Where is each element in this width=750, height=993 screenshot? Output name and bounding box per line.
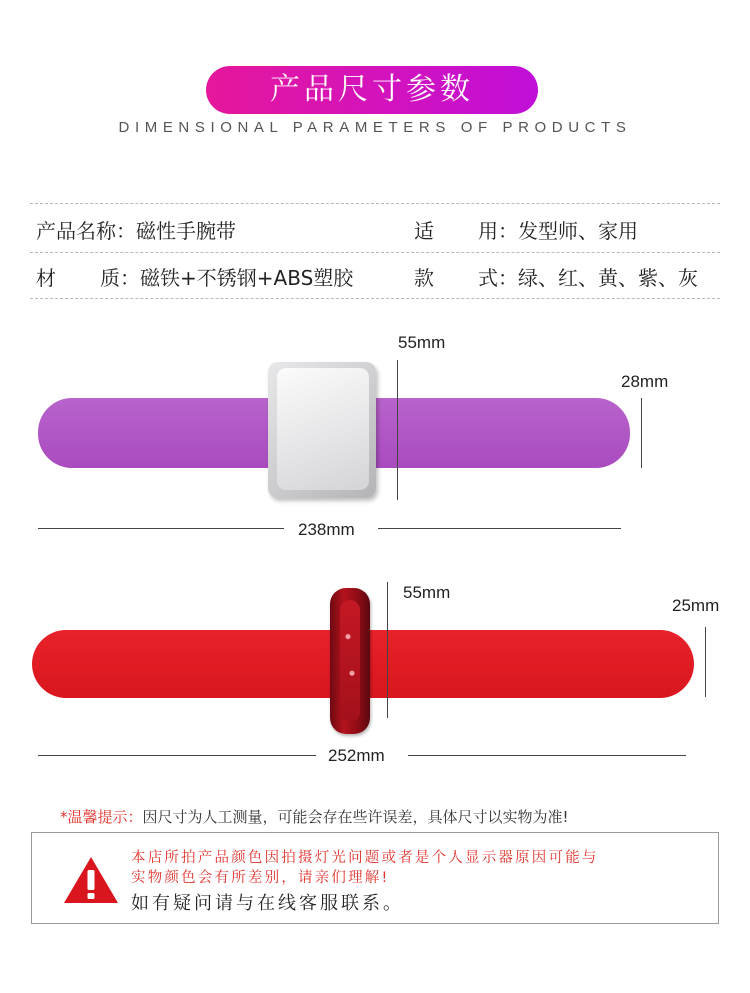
spec-use [414, 215, 638, 244]
spec-style-label-b: 式： [478, 266, 518, 290]
spec-style-value: 绿、红、黄、紫、灰 [518, 266, 698, 290]
spec-material-label-b: 质： [100, 266, 140, 290]
spec-use-label-a: 适 [414, 219, 434, 243]
spec-material-value: 磁铁+不锈钢+ABS塑胶 [140, 266, 354, 290]
height-label-2: 55mm [403, 583, 451, 602]
length-label-2: 252mm [328, 746, 385, 765]
spec-use-value: 发型师、家用 [518, 219, 638, 243]
height-line-2 [387, 582, 388, 718]
warning-icon [62, 855, 120, 905]
width-label-2: 25mm [672, 596, 720, 615]
spec-style-label-a: 款 [414, 266, 434, 290]
spec-name [36, 215, 236, 244]
length-line-2-right [408, 755, 686, 756]
divider-top [30, 203, 720, 204]
spec-use-label-b: 用： [478, 219, 518, 243]
notice-line-3: 如有疑问请与在线客服联系。 [131, 893, 404, 914]
length-line-1-left [38, 528, 284, 529]
divider-middle [30, 252, 720, 253]
width-line-2 [705, 627, 706, 697]
page-subtitle: DIMENSIONAL PARAMETERS OF PRODUCTS [118, 119, 632, 136]
metal-plate [268, 362, 376, 498]
tip-label: *温馨提示： [60, 808, 143, 826]
length-line-2-left [38, 755, 316, 756]
spec-name-label: 产品名称： [36, 219, 136, 243]
notice-line-2: 实物颜色会有所差别，请亲们理解! [131, 870, 390, 886]
notice-line-1: 本店所拍产品颜色因拍摄灯光问题或者是个人显示器原因可能与 [131, 850, 599, 866]
tip-text: 因尺寸为人工测量，可能会存在些许误差，具体尺寸以实物为准! [142, 808, 569, 826]
page-title: 产品尺寸参数 [206, 66, 538, 114]
height-label-1: 55mm [398, 333, 446, 352]
width-line-1 [641, 398, 642, 468]
length-line-1-right [378, 528, 621, 529]
divider-bottom [30, 298, 720, 299]
height-line-1 [397, 360, 398, 500]
spec-style [414, 262, 698, 291]
rhinestone-clip [330, 588, 370, 734]
width-label-1: 28mm [621, 372, 669, 391]
spec-material-label-a: 材 [36, 266, 56, 290]
length-label-1: 238mm [298, 520, 355, 539]
spec-material [36, 262, 353, 291]
measurement-tip [60, 806, 569, 827]
spec-name-value: 磁性手腕带 [136, 219, 236, 243]
